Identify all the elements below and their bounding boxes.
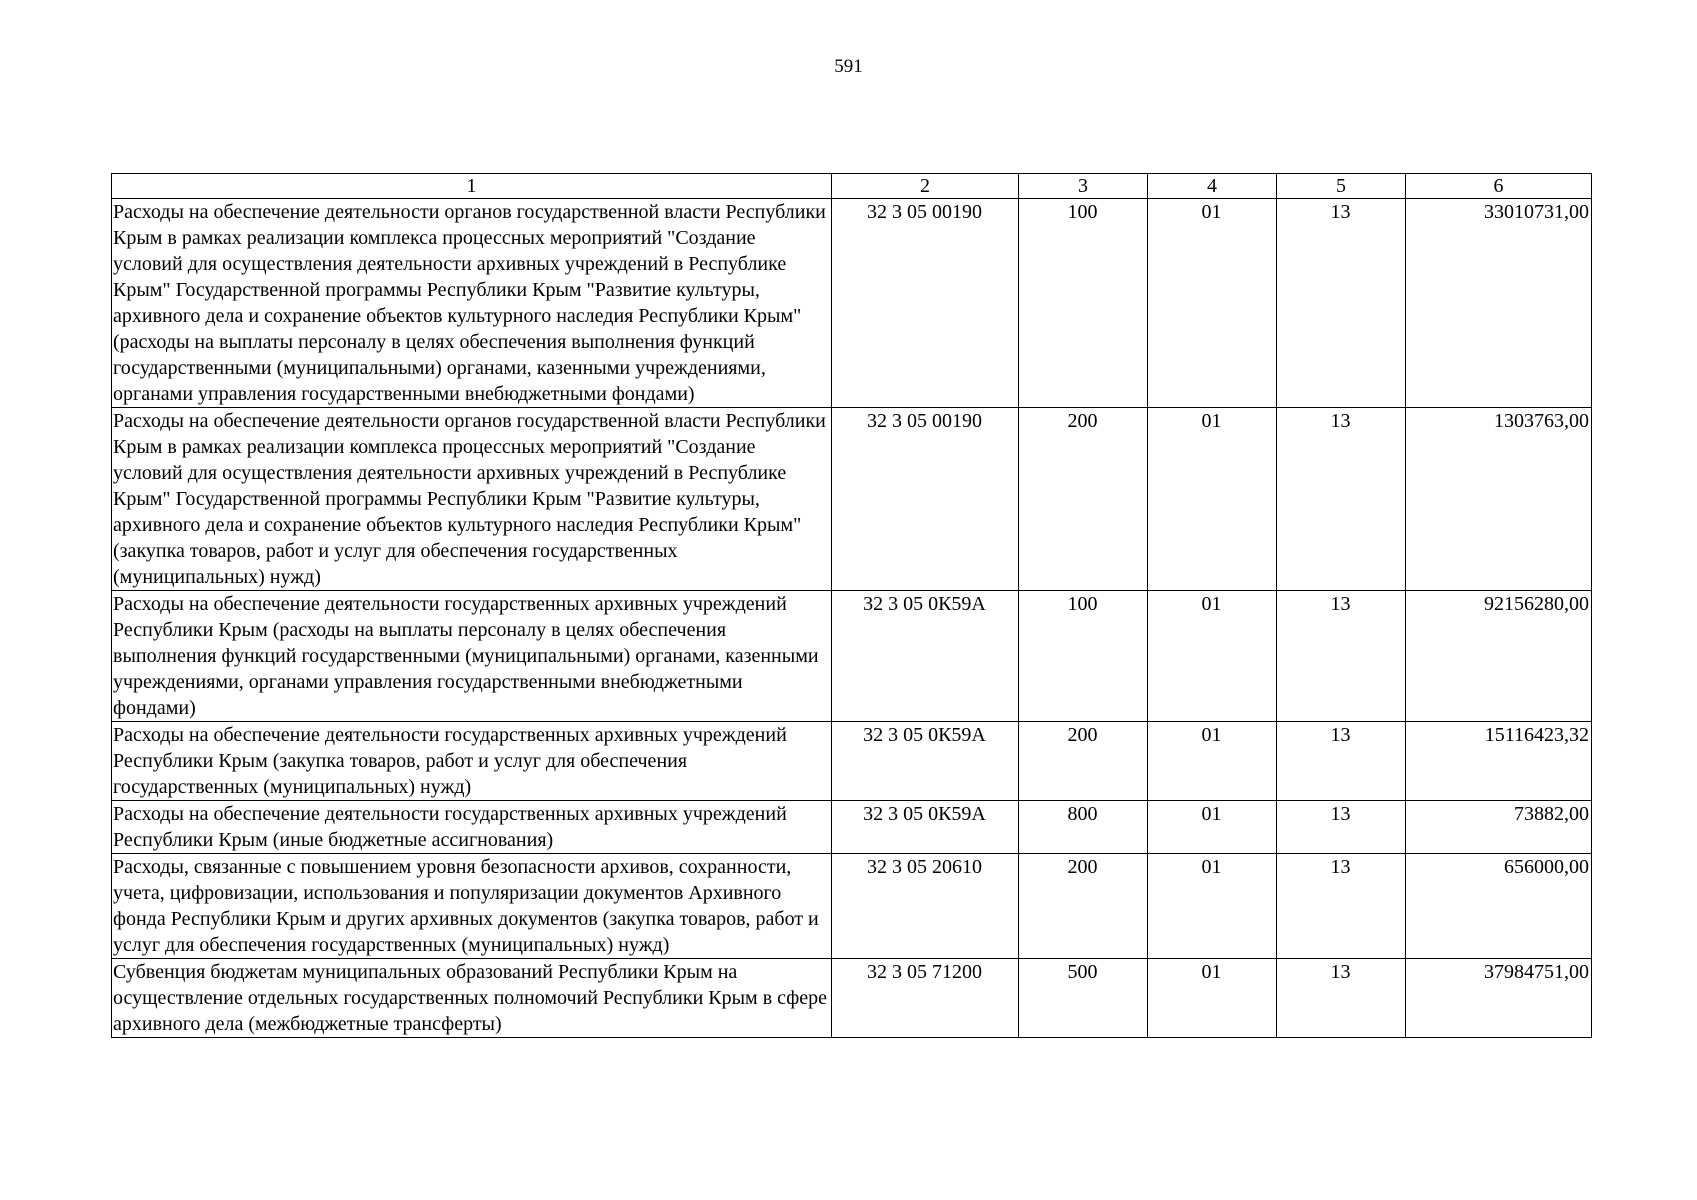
section-code: 01 [1148,591,1277,722]
target-article-code: 32 3 05 20610 [832,854,1019,959]
expense-description: Расходы на обеспечение деятельности государственных архивных учреждений Республики Крым (закупка товаров, работ и услуг для обеспечения государственных (муниципальных) нужд) [112,722,832,801]
amount-value: 15116423,32 [1406,722,1592,801]
expense-type-code: 100 [1019,199,1148,408]
subsection-code: 13 [1277,199,1406,408]
target-article-code: 32 3 05 0К59А [832,801,1019,854]
section-code: 01 [1148,801,1277,854]
column-header: 3 [1019,174,1148,199]
subsection-code: 13 [1277,722,1406,801]
column-header: 5 [1277,174,1406,199]
section-code: 01 [1148,854,1277,959]
expense-description: Расходы на обеспечение деятельности государственных архивных учреждений Республики Крым (иные бюджетные ассигнования) [112,801,832,854]
expense-type-code: 200 [1019,722,1148,801]
expense-type-code: 200 [1019,854,1148,959]
column-header: 6 [1406,174,1592,199]
expense-description: Расходы на обеспечение деятельности государственных архивных учреждений Республики Крым (расходы на выплаты персоналу в целях обеспечения выполнения функций государственными (муниципальными) органами, казенными учреждениями, органами управления государственными внебюджетными фондами) [112,591,832,722]
amount-value: 92156280,00 [1406,591,1592,722]
subsection-code: 13 [1277,801,1406,854]
subsection-code: 13 [1277,408,1406,591]
table-row [112,959,1592,1038]
expense-description: Расходы, связанные с повышением уровня безопасности архивов, сохранности, учета, цифровизации, использования и популяризации документов Архивного фонда Республики Крым и других архивных документов (закупка товаров, работ и услуг для обеспечения государственных (муниципальных) нужд) [112,854,832,959]
column-header: 4 [1148,174,1277,199]
expense-type-code: 100 [1019,591,1148,722]
budget-table [111,173,1592,1038]
amount-value: 656000,00 [1406,854,1592,959]
section-code: 01 [1148,959,1277,1038]
target-article-code: 32 3 05 0К59А [832,722,1019,801]
amount-value: 1303763,00 [1406,408,1592,591]
amount-value: 73882,00 [1406,801,1592,854]
table-row [112,591,1592,722]
table-row [112,408,1592,591]
target-article-code: 32 3 05 00190 [832,199,1019,408]
table-header-row [112,174,1592,199]
expense-description: Расходы на обеспечение деятельности органов государственной власти Республики Крым в рамках реализации комплекса процессных мероприятий "Создание условий для осуществления деятельности архивных учреждений в Республике Крым" Государственной программы Республики Крым "Развитие культуры, архивного дела и сохранение объектов культурного наследия Республики Крым" (расходы на выплаты персоналу в целях обеспечения выполнения функций государственными (муниципальными) органами, казенными учреждениями, органами управления государственными внебюджетными фондами) [112,199,832,408]
section-code: 01 [1148,722,1277,801]
amount-value: 37984751,00 [1406,959,1592,1038]
subsection-code: 13 [1277,854,1406,959]
subsection-code: 13 [1277,959,1406,1038]
column-header: 1 [112,174,832,199]
expense-type-code: 800 [1019,801,1148,854]
page-number: 591 [834,56,863,77]
expense-description: Расходы на обеспечение деятельности органов государственной власти Республики Крым в рамках реализации комплекса процессных мероприятий "Создание условий для осуществления деятельности архивных учреждений в Республике Крым" Государственной программы Республики Крым "Развитие культуры, архивного дела и сохранение объектов культурного наследия Республики Крым" (закупка товаров, работ и услуг для обеспечения государственных (муниципальных) нужд) [112,408,832,591]
section-code: 01 [1148,408,1277,591]
column-header: 2 [832,174,1019,199]
table-row [112,801,1592,854]
table-row [112,854,1592,959]
table-row [112,199,1592,408]
section-code: 01 [1148,199,1277,408]
expense-description: Субвенция бюджетам муниципальных образований Республики Крым на осуществление отдельных государственных полномочий Республики Крым в сфере архивного дела (межбюджетные трансферты) [112,959,832,1038]
subsection-code: 13 [1277,591,1406,722]
target-article-code: 32 3 05 0К59А [832,591,1019,722]
expense-type-code: 500 [1019,959,1148,1038]
target-article-code: 32 3 05 00190 [832,408,1019,591]
expense-type-code: 200 [1019,408,1148,591]
table-row [112,722,1592,801]
amount-value: 33010731,00 [1406,199,1592,408]
target-article-code: 32 3 05 71200 [832,959,1019,1038]
